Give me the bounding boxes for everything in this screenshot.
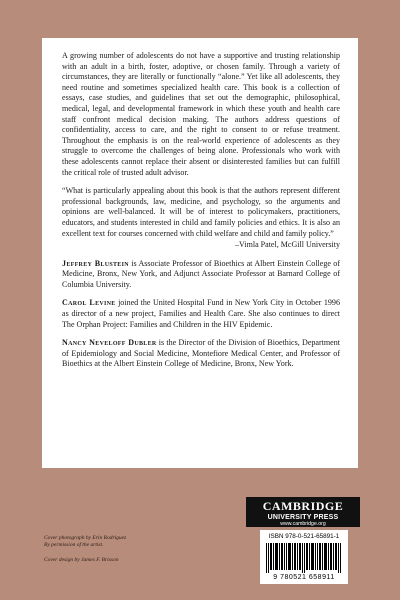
- author-bio-1: [62, 259, 340, 291]
- publisher-name: CAMBRIDGE: [262, 499, 344, 513]
- permission-credit: By permission of the artist.: [44, 542, 104, 548]
- publisher-subtitle: UNIVERSITY PRESS: [267, 514, 339, 521]
- author-bio-2: [62, 298, 340, 330]
- barcode-block: [260, 530, 348, 584]
- description-paragraph: A growing number of adolescents do not have a supportive and trusting relationship with an adult in a birth, foster, adoptive, or chosen family. Through a variety of circumstances, they are literally or functionally “alone.” Yet like all adolescents, they need routine and sometimes specialized health care. This book is a collection of essays, case studies, and guidelines that set out the demographic, philosophical, medical, legal, and developmental framework in which these youth and health care staff confront medical decision making. The authors address questions of confidentiality, access to care, and the right to consent to or refuse treatment. Throughout the emphasis is on the real-world experience of adolescents as they struggle to overcome the challenges of being alone. Professionals who work with these adolescents cannot replace their absent or disinterested families but can fulfill the critical role of trusted adult advisor.: [62, 51, 340, 177]
- review-quote: “What is particularly appealing about this book is that the authors represent different professional backgrounds, law, medicine, and psychology, so the arguments and opinions are well-balanced. It will be of interest to policymakers, practitioners, educators, and students interested in child and family policies and ethics. It is also an excellent text for courses concerned with child welfare and child and family policy.”: [62, 186, 340, 238]
- author-bio-text: joined the United Hospital Fund in New York City in October 1996 as director of a new project, Families and Health Care. She also continues to direct The Orphan Project: Families and Children in the HIV Epidemic.: [62, 298, 340, 329]
- quote-attribution: –Vimla Patel, McGill University: [234, 240, 340, 250]
- blurb-text: [62, 51, 340, 378]
- author-bio-3: [62, 338, 340, 370]
- author-name: Nancy Neveloff Dubler: [62, 338, 157, 348]
- isbn-text: ISBN 978-0-521-65891-1: [268, 533, 340, 540]
- author-bio-text: is Associate Professor of Bioethics at Albert Einstein College of Medicine, Bronx, New York, and Adjunct Associate Professor at Barnard College of Columbia University.: [62, 258, 340, 289]
- barcode-digits: 9 780521 658911: [273, 574, 335, 581]
- photo-credit: Cover photograph by Erin Rodriguez: [44, 535, 127, 541]
- author-bio-text: is the Director of the Division of Bioethics, Department of Epidemiology and Social Medicine, Montefiore Medical Center, and Professor of Bioethics at the Albert Einstein College of Medicine, Bronx, New York.: [62, 338, 340, 369]
- author-name: Jeffrey Blustein: [62, 258, 129, 268]
- author-name: Carol Levine: [62, 298, 116, 308]
- publisher-logo: [246, 497, 360, 527]
- design-credit: Cover design by James F. Brisson: [44, 557, 119, 563]
- publisher-url: www.cambridge.org: [280, 521, 326, 527]
- cover-credits: [44, 535, 126, 564]
- barcode-icon: [266, 543, 342, 573]
